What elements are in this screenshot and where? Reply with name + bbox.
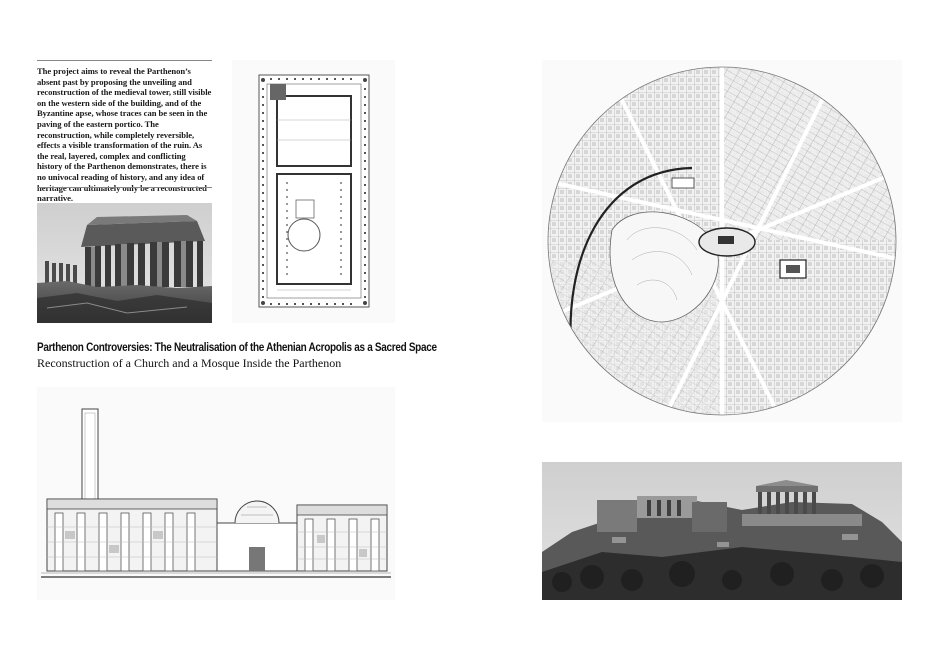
- section-title: Parthenon Controversies: The Neutralisation of the Athenian Acropolis as a Sacred Space: [37, 341, 437, 354]
- parthenon-plan: [232, 60, 395, 323]
- intro-top-rule: [37, 60, 212, 61]
- athens-map: [542, 60, 902, 422]
- acropolis-photo: [542, 462, 902, 600]
- parthenon-photo: [37, 203, 212, 323]
- section-subtitle: Reconstruction of a Church and a Mosque Inside the Parthenon: [37, 356, 342, 370]
- intro-bottom-rule: [37, 187, 212, 188]
- parthenon-elevation: [37, 387, 395, 600]
- intro-paragraph: The project aims to reveal the Parthenon’s absent past by proposing the unveiling and reconstruction of the medieval tower, still visible on the western side of the building, and of the Byzantine apse, whose traces can be seen in the paving of the eastern portico. The reconstruction, while completely reversible, effects a visible transformation of the ruin. As the real, layered, complex and conflicting history of the Parthenon demonstrates, there is no univocal reading of history, and any idea of narrative.: [37, 66, 212, 204]
